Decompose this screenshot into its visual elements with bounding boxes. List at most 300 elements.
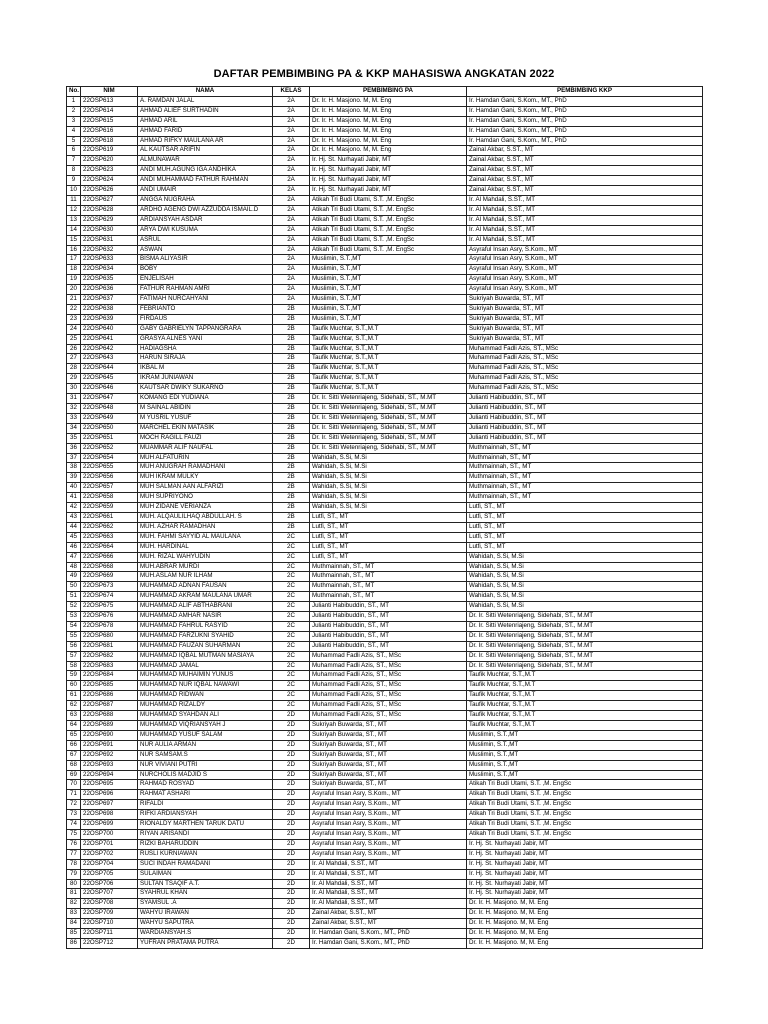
- cell-kelas: 2C: [273, 562, 310, 572]
- cell-kelas: 2C: [273, 671, 310, 681]
- cell-pembimbing-pa: Dr. Ir. H. Masjono. M, M. Eng: [310, 96, 467, 106]
- cell-kelas: 2D: [273, 929, 310, 939]
- cell-kelas: 2B: [273, 463, 310, 473]
- cell-pembimbing-kkp: Dr. Ir. H. Masjono. M, M. Eng: [467, 929, 703, 939]
- table-row: [67, 503, 703, 513]
- cell-pembimbing-kkp: Atikah Tri Budi Utami, S.T. ,M. EngSc: [467, 829, 703, 839]
- cell-nama: MUH IKRAM MULKY: [138, 473, 273, 483]
- table-row: [67, 730, 703, 740]
- cell-pembimbing-kkp: Muslimin, S.T.,MT: [467, 730, 703, 740]
- table-row: [67, 552, 703, 562]
- cell-nama: SULAIMAN: [138, 869, 273, 879]
- cell-nama: MUH. HARDINAL: [138, 542, 273, 552]
- cell-no: 62: [67, 701, 81, 711]
- cell-nim: 22OSP689: [81, 721, 138, 731]
- cell-no: 17: [67, 255, 81, 265]
- cell-pembimbing-pa: Muslimin, S.T.,MT: [310, 295, 467, 305]
- cell-nama: MUH.ABRAR MURDI: [138, 562, 273, 572]
- cell-kelas: 2B: [273, 364, 310, 374]
- table-row: [67, 770, 703, 780]
- cell-kelas: 2A: [273, 195, 310, 205]
- cell-pembimbing-kkp: Ir. Al Mahdali, S.ST., MT: [467, 215, 703, 225]
- cell-nama: WAHYU SAPUTRA: [138, 919, 273, 929]
- cell-no: 49: [67, 572, 81, 582]
- cell-nim: 22OSP697: [81, 800, 138, 810]
- cell-nim: 22OSP692: [81, 750, 138, 760]
- cell-nama: AL KAUTSAR ARIFIN: [138, 146, 273, 156]
- cell-nama: MUHAMMAD FAUZAN SUHARMAN: [138, 641, 273, 651]
- table-row: [67, 186, 703, 196]
- cell-pembimbing-pa: Muthmainnah, ST., MT: [310, 582, 467, 592]
- cell-kelas: 2D: [273, 938, 310, 948]
- table-row: [67, 245, 703, 255]
- table-row: [67, 621, 703, 631]
- cell-no: 22: [67, 304, 81, 314]
- cell-nama: MUAMMAR ALIF NAUFAL: [138, 443, 273, 453]
- cell-pembimbing-pa: Ir. Al Mahdali, S.ST., MT: [310, 869, 467, 879]
- cell-nim: 22OSP647: [81, 394, 138, 404]
- cell-pembimbing-kkp: Ir. Hj. St. Nurhayati Jabir, MT: [467, 839, 703, 849]
- cell-pembimbing-kkp: Lutfi, ST., MT: [467, 522, 703, 532]
- cell-nim: 22OSP645: [81, 374, 138, 384]
- cell-pembimbing-kkp: Atikah Tri Budi Utami, S.T. ,M. EngSc: [467, 800, 703, 810]
- cell-nama: MOCH RAGILL FAUZI: [138, 433, 273, 443]
- cell-nama: MUHAMMAD SYAHDAN ALI: [138, 711, 273, 721]
- cell-kelas: 2A: [273, 295, 310, 305]
- cell-pembimbing-pa: Asyraful Insan Asry, S.Kom., MT: [310, 839, 467, 849]
- cell-nama: ANDI UMAIR: [138, 186, 273, 196]
- cell-pembimbing-kkp: Muslimin, S.T.,MT: [467, 750, 703, 760]
- cell-pembimbing-kkp: Asyraful Insan Asry, S.Kom., MT: [467, 285, 703, 295]
- cell-kelas: 2D: [273, 869, 310, 879]
- table-row: [67, 413, 703, 423]
- table-row: [67, 859, 703, 869]
- cell-kelas: 2C: [273, 572, 310, 582]
- cell-pembimbing-pa: Taufik Muchtar, S.T.,M.T: [310, 364, 467, 374]
- table-row: [67, 572, 703, 582]
- cell-nama: MUHAMMAD VIQRIANSYAH J: [138, 721, 273, 731]
- cell-pembimbing-pa: Dr. Ir. H. Masjono. M, M. Eng: [310, 116, 467, 126]
- cell-pembimbing-kkp: Taufik Muchtar, S.T.,M.T: [467, 711, 703, 721]
- cell-pembimbing-pa: Ir. Hj. St. Nurhayati Jabir, MT: [310, 166, 467, 176]
- table-row: [67, 750, 703, 760]
- table-row: [67, 592, 703, 602]
- cell-pembimbing-pa: Ir. Hj. St. Nurhayati Jabir, MT: [310, 156, 467, 166]
- cell-nim: 22OSP618: [81, 136, 138, 146]
- cell-nama: MUHAMMAD YUSUF SALAM: [138, 730, 273, 740]
- cell-nim: 22OSP706: [81, 879, 138, 889]
- cell-no: 14: [67, 225, 81, 235]
- cell-no: 7: [67, 156, 81, 166]
- cell-nama: MARCHEL EKIN MATASIK: [138, 423, 273, 433]
- cell-no: 80: [67, 879, 81, 889]
- table-row: [67, 384, 703, 394]
- table-row: [67, 275, 703, 285]
- cell-pembimbing-kkp: Muhammad Fadli Azis, ST., MSc: [467, 354, 703, 364]
- cell-nim: 22OSP688: [81, 711, 138, 721]
- cell-nim: 22OSP691: [81, 740, 138, 750]
- cell-pembimbing-kkp: Dr. Ir. Sitti Wetenriajeng, Sidehabi, ST., M.MT: [467, 621, 703, 631]
- cell-kelas: 2D: [273, 790, 310, 800]
- cell-pembimbing-kkp: Dr. Ir. Sitti Wetenriajeng, Sidehabi, ST., M.MT: [467, 661, 703, 671]
- cell-no: 53: [67, 612, 81, 622]
- cell-nim: 22OSP686: [81, 691, 138, 701]
- cell-nama: IKRAM JUNIAWAN: [138, 374, 273, 384]
- cell-kelas: 2D: [273, 849, 310, 859]
- cell-pembimbing-pa: Taufik Muchtar, S.T.,M.T: [310, 354, 467, 364]
- cell-pembimbing-kkp: Dr. Ir. Sitti Wetenriajeng, Sidehabi, ST., M.MT: [467, 631, 703, 641]
- cell-pembimbing-pa: Asyraful Insan Asry, S.Kom., MT: [310, 790, 467, 800]
- table-row: [67, 463, 703, 473]
- cell-kelas: 2B: [273, 334, 310, 344]
- cell-pembimbing-kkp: Dr. Ir. H. Masjono. M, M. Eng: [467, 919, 703, 929]
- table-row: [67, 483, 703, 493]
- table-row: [67, 532, 703, 542]
- cell-nim: 22OSP620: [81, 156, 138, 166]
- cell-kelas: 2A: [273, 225, 310, 235]
- cell-kelas: 2C: [273, 701, 310, 711]
- cell-nama: MUHAMMAD AMHAR NASIR: [138, 612, 273, 622]
- table-row: [67, 562, 703, 572]
- column-header-kelas: KELAS: [273, 87, 310, 97]
- cell-pembimbing-kkp: Wahidah, S.Si, M.Si: [467, 582, 703, 592]
- cell-pembimbing-pa: Atikah Tri Budi Utami, S.T. ,M. EngSc: [310, 225, 467, 235]
- cell-kelas: 2D: [273, 730, 310, 740]
- cell-pembimbing-pa: Dr. Ir. Sitti Wetenriajeng, Sidehabi, ST., M.MT: [310, 443, 467, 453]
- cell-no: 16: [67, 245, 81, 255]
- cell-nim: 22OSP678: [81, 621, 138, 631]
- cell-no: 76: [67, 839, 81, 849]
- cell-pembimbing-pa: Sukriyah Buwarda, ST., MT: [310, 780, 467, 790]
- cell-kelas: 2A: [273, 116, 310, 126]
- cell-nim: 22OSP682: [81, 651, 138, 661]
- cell-nama: GRASYA ALNES YANI: [138, 334, 273, 344]
- cell-kelas: 2D: [273, 711, 310, 721]
- cell-no: 27: [67, 354, 81, 364]
- cell-no: 37: [67, 453, 81, 463]
- cell-pembimbing-kkp: Zainal Akbar, S.ST., MT: [467, 186, 703, 196]
- cell-pembimbing-pa: Dr. Ir. Sitti Wetenriajeng, Sidehabi, ST., M.MT: [310, 404, 467, 414]
- cell-pembimbing-kkp: Ir. Hamdan Gani, S.Kom., MT., PhD: [467, 106, 703, 116]
- table-row: [67, 235, 703, 245]
- table-row: [67, 800, 703, 810]
- table-row: [67, 136, 703, 146]
- cell-nim: 22OSP702: [81, 849, 138, 859]
- cell-pembimbing-pa: Ir. Al Mahdali, S.ST., MT: [310, 879, 467, 889]
- cell-no: 54: [67, 621, 81, 631]
- cell-kelas: 2A: [273, 126, 310, 136]
- supervisor-table: [66, 86, 703, 949]
- cell-nama: M YUSRIL YUSUF: [138, 413, 273, 423]
- cell-no: 56: [67, 641, 81, 651]
- cell-no: 81: [67, 889, 81, 899]
- table-row: [67, 829, 703, 839]
- table-row: [67, 205, 703, 215]
- cell-pembimbing-kkp: Ir. Hamdan Gani, S.Kom., MT., PhD: [467, 116, 703, 126]
- cell-pembimbing-kkp: Muthmainnah, ST., MT: [467, 443, 703, 453]
- cell-nama: FATHUR RAHMAN AMRI: [138, 285, 273, 295]
- table-row: [67, 334, 703, 344]
- cell-nim: 22OSP659: [81, 503, 138, 513]
- cell-nama: MUHAMMAD JAMAL: [138, 661, 273, 671]
- table-row: [67, 285, 703, 295]
- cell-pembimbing-kkp: Muthmainnah, ST., MT: [467, 483, 703, 493]
- cell-kelas: 2B: [273, 423, 310, 433]
- cell-nama: IKBAL M: [138, 364, 273, 374]
- cell-kelas: 2C: [273, 641, 310, 651]
- cell-nama: BISMA ALIYASIR: [138, 255, 273, 265]
- cell-kelas: 2C: [273, 602, 310, 612]
- cell-nim: 22OSP657: [81, 483, 138, 493]
- column-header-no: No.: [67, 87, 81, 97]
- cell-no: 55: [67, 631, 81, 641]
- cell-pembimbing-pa: Muslimin, S.T.,MT: [310, 255, 467, 265]
- cell-pembimbing-kkp: Ir. Hj. St. Nurhayati Jabir, MT: [467, 889, 703, 899]
- cell-pembimbing-kkp: Asyraful Insan Asry, S.Kom., MT: [467, 255, 703, 265]
- cell-no: 1: [67, 96, 81, 106]
- cell-pembimbing-kkp: Atikah Tri Budi Utami, S.T. ,M. EngSc: [467, 790, 703, 800]
- cell-nama: RAHMAD ROSYAD: [138, 780, 273, 790]
- cell-nama: AHMAD FARID: [138, 126, 273, 136]
- cell-kelas: 2D: [273, 721, 310, 731]
- cell-nama: SYAHRUL KHAN: [138, 889, 273, 899]
- cell-pembimbing-pa: Wahidah, S.Si, M.Si: [310, 503, 467, 513]
- cell-kelas: 2B: [273, 453, 310, 463]
- cell-kelas: 2B: [273, 394, 310, 404]
- cell-nim: 22OSP640: [81, 324, 138, 334]
- cell-nama: FATIMAH NURCAHYANI: [138, 295, 273, 305]
- cell-pembimbing-pa: Muslimin, S.T.,MT: [310, 304, 467, 314]
- cell-no: 19: [67, 275, 81, 285]
- cell-kelas: 2D: [273, 899, 310, 909]
- cell-nama: MUHAMMAD AKRAM MAULANA UMAR: [138, 592, 273, 602]
- cell-nim: 22OSP615: [81, 116, 138, 126]
- cell-pembimbing-pa: Muhammad Fadli Azis, ST., MSc: [310, 711, 467, 721]
- cell-nim: 22OSP649: [81, 413, 138, 423]
- cell-kelas: 2D: [273, 889, 310, 899]
- cell-pembimbing-kkp: Julianti Habibuddin, ST., MT: [467, 413, 703, 423]
- cell-nim: 22OSP614: [81, 106, 138, 116]
- cell-nama: ANDI MUHAMMAD FATHUR RAHMAN: [138, 176, 273, 186]
- cell-pembimbing-pa: Sukriyah Buwarda, ST., MT: [310, 730, 467, 740]
- cell-nama: ARYA DWI KUSUMA: [138, 225, 273, 235]
- cell-pembimbing-kkp: Ir. Hj. St. Nurhayati Jabir, MT: [467, 879, 703, 889]
- cell-pembimbing-kkp: Dr. Ir. Sitti Wetenriajeng, Sidehabi, ST., M.MT: [467, 641, 703, 651]
- cell-nim: 22OSP704: [81, 859, 138, 869]
- cell-pembimbing-pa: Julianti Habibuddin, ST., MT: [310, 641, 467, 651]
- cell-pembimbing-kkp: Ir. Hj. St. Nurhayati Jabir, MT: [467, 869, 703, 879]
- cell-nama: AHMAD ARIL: [138, 116, 273, 126]
- cell-pembimbing-kkp: Wahidah, S.Si, M.Si: [467, 562, 703, 572]
- cell-pembimbing-pa: Muhammad Fadli Azis, ST., MSc: [310, 701, 467, 711]
- cell-pembimbing-pa: Lutfi, ST., MT: [310, 522, 467, 532]
- page-title: DAFTAR PEMBIMBING PA & KKP MAHASISWA ANGKATAN 2022: [213, 68, 555, 80]
- cell-pembimbing-kkp: Sukriyah Buwarda, ST., MT: [467, 314, 703, 324]
- table-row: [67, 919, 703, 929]
- cell-pembimbing-pa: Atikah Tri Budi Utami, S.T. ,M. EngSc: [310, 245, 467, 255]
- cell-kelas: 2B: [273, 384, 310, 394]
- cell-no: 11: [67, 195, 81, 205]
- cell-nim: 22OSP661: [81, 512, 138, 522]
- cell-pembimbing-pa: Ir. Hamdan Gani, S.Kom., MT., PhD: [310, 938, 467, 948]
- table-row: [67, 354, 703, 364]
- cell-nim: 22OSP623: [81, 166, 138, 176]
- table-row: [67, 602, 703, 612]
- table-row: [67, 631, 703, 641]
- cell-nim: 22OSP633: [81, 255, 138, 265]
- cell-nama: AHMAD RIFKY MAULANA AR: [138, 136, 273, 146]
- cell-nama: MUH ALFATURIN: [138, 453, 273, 463]
- cell-nim: 22OSP635: [81, 275, 138, 285]
- table-row: [67, 453, 703, 463]
- table-row: [67, 651, 703, 661]
- cell-kelas: 2C: [273, 691, 310, 701]
- cell-nim: 22OSP666: [81, 552, 138, 562]
- cell-nama: MUHAMMAD ADNAN FAUSAN: [138, 582, 273, 592]
- cell-no: 70: [67, 780, 81, 790]
- cell-nim: 22OSP656: [81, 473, 138, 483]
- cell-kelas: 2C: [273, 532, 310, 542]
- cell-pembimbing-kkp: Atikah Tri Budi Utami, S.T. ,M. EngSc: [467, 810, 703, 820]
- cell-pembimbing-pa: Lutfi, ST., MT: [310, 552, 467, 562]
- cell-pembimbing-kkp: Asyraful Insan Asry, S.Kom., MT: [467, 275, 703, 285]
- cell-kelas: 2C: [273, 582, 310, 592]
- table-row: [67, 195, 703, 205]
- cell-pembimbing-pa: Ir. Al Mahdali, S.ST., MT: [310, 859, 467, 869]
- cell-pembimbing-pa: Muslimin, S.T.,MT: [310, 314, 467, 324]
- cell-nim: 22OSP663: [81, 532, 138, 542]
- cell-pembimbing-pa: Ir. Al Mahdali, S.ST., MT: [310, 899, 467, 909]
- cell-pembimbing-pa: Muhammad Fadli Azis, ST., MSc: [310, 661, 467, 671]
- cell-nama: ARDHO AGENG DWI AZZUDDA ISMAIL.D: [138, 205, 273, 215]
- cell-nim: 22OSP638: [81, 304, 138, 314]
- cell-kelas: 2B: [273, 503, 310, 513]
- cell-pembimbing-pa: Asyraful Insan Asry, S.Kom., MT: [310, 820, 467, 830]
- cell-nim: 22OSP634: [81, 265, 138, 275]
- cell-kelas: 2D: [273, 750, 310, 760]
- cell-no: 3: [67, 116, 81, 126]
- cell-nim: 22OSP676: [81, 612, 138, 622]
- cell-no: 23: [67, 314, 81, 324]
- cell-nama: MUHAMMAD FARZUKNI SYAHID: [138, 631, 273, 641]
- cell-no: 40: [67, 483, 81, 493]
- table-row: [67, 889, 703, 899]
- cell-kelas: 2D: [273, 859, 310, 869]
- table-row: [67, 255, 703, 265]
- table-row: [67, 938, 703, 948]
- cell-nama: RAHMAT ASHARI: [138, 790, 273, 800]
- cell-pembimbing-kkp: Ir. Al Mahdali, S.ST., MT: [467, 225, 703, 235]
- cell-no: 79: [67, 869, 81, 879]
- cell-no: 84: [67, 919, 81, 929]
- cell-pembimbing-kkp: Zainal Akbar, S.ST., MT: [467, 176, 703, 186]
- cell-no: 86: [67, 938, 81, 948]
- cell-pembimbing-pa: Dr. Ir. Sitti Wetenriajeng, Sidehabi, ST., M.MT: [310, 413, 467, 423]
- table-row: [67, 542, 703, 552]
- column-header-nim: NIM: [81, 87, 138, 97]
- cell-nim: 22OSP631: [81, 235, 138, 245]
- table-row: [67, 126, 703, 136]
- cell-pembimbing-kkp: Ir. Hj. St. Nurhayati Jabir, MT: [467, 849, 703, 859]
- cell-pembimbing-kkp: Asyraful Insan Asry, S.Kom., MT: [467, 265, 703, 275]
- table-row: [67, 404, 703, 414]
- cell-pembimbing-pa: Sukriyah Buwarda, ST., MT: [310, 770, 467, 780]
- table-row: [67, 433, 703, 443]
- cell-no: 77: [67, 849, 81, 859]
- cell-kelas: 2A: [273, 156, 310, 166]
- cell-kelas: 2C: [273, 592, 310, 602]
- cell-no: 43: [67, 512, 81, 522]
- cell-kelas: 2C: [273, 681, 310, 691]
- cell-nama: SUCI INDAH RAMADANI: [138, 859, 273, 869]
- cell-kelas: 2A: [273, 205, 310, 215]
- cell-pembimbing-kkp: Ir. Al Mahdali, S.ST., MT: [467, 195, 703, 205]
- cell-kelas: 2B: [273, 304, 310, 314]
- cell-no: 44: [67, 522, 81, 532]
- cell-pembimbing-kkp: Dr. Ir. H. Masjono. M, M. Eng: [467, 899, 703, 909]
- table-row: [67, 324, 703, 334]
- cell-kelas: 2A: [273, 255, 310, 265]
- cell-pembimbing-pa: Sukriyah Buwarda, ST., MT: [310, 721, 467, 731]
- cell-nim: 22OSP673: [81, 582, 138, 592]
- cell-pembimbing-kkp: Muslimin, S.T.,MT: [467, 760, 703, 770]
- cell-nim: 22OSP624: [81, 176, 138, 186]
- cell-no: 13: [67, 215, 81, 225]
- cell-kelas: 2A: [273, 136, 310, 146]
- cell-kelas: 2B: [273, 344, 310, 354]
- cell-kelas: 2B: [273, 522, 310, 532]
- cell-pembimbing-pa: Ir. Hj. St. Nurhayati Jabir, MT: [310, 176, 467, 186]
- cell-no: 69: [67, 770, 81, 780]
- table-row: [67, 522, 703, 532]
- cell-nim: 22OSP629: [81, 215, 138, 225]
- cell-nama: BOBY: [138, 265, 273, 275]
- cell-pembimbing-pa: Muthmainnah, ST., MT: [310, 572, 467, 582]
- cell-no: 78: [67, 859, 81, 869]
- cell-nama: RIONALDY MARTHEN TARUK DATU: [138, 820, 273, 830]
- cell-nama: ARDIANSYAH ASDAR: [138, 215, 273, 225]
- table-row: [67, 473, 703, 483]
- cell-nama: MUH.ASLAM NUR ILHAM: [138, 572, 273, 582]
- cell-pembimbing-pa: Sukriyah Buwarda, ST., MT: [310, 760, 467, 770]
- cell-kelas: 2C: [273, 631, 310, 641]
- cell-nama: M SAINAL ABIDIN: [138, 404, 273, 414]
- cell-nim: 22OSP696: [81, 790, 138, 800]
- cell-pembimbing-pa: Dr. Ir. H. Masjono. M, M. Eng: [310, 126, 467, 136]
- table-row: [67, 364, 703, 374]
- cell-pembimbing-kkp: Dr. Ir. Sitti Wetenriajeng, Sidehabi, ST., M.MT: [467, 651, 703, 661]
- cell-no: 61: [67, 691, 81, 701]
- cell-no: 39: [67, 473, 81, 483]
- cell-no: 42: [67, 503, 81, 513]
- cell-nim: 22OSP701: [81, 839, 138, 849]
- cell-pembimbing-pa: Lutfi, ST., MT: [310, 512, 467, 522]
- cell-nama: ASWAN: [138, 245, 273, 255]
- cell-nim: 22OSP709: [81, 909, 138, 919]
- cell-no: 41: [67, 493, 81, 503]
- cell-kelas: 2A: [273, 176, 310, 186]
- cell-no: 5: [67, 136, 81, 146]
- cell-nama: AHMAD ALIEF SURTHADIN: [138, 106, 273, 116]
- cell-pembimbing-kkp: Asyraful Insan Asry, S.Kom., MT: [467, 245, 703, 255]
- cell-no: 58: [67, 661, 81, 671]
- cell-nim: 22OSP680: [81, 631, 138, 641]
- cell-nama: HADIAGSHA: [138, 344, 273, 354]
- cell-nama: MUH. AZHAR RAMADHAN: [138, 522, 273, 532]
- cell-pembimbing-kkp: Sukriyah Buwarda, ST., MT: [467, 304, 703, 314]
- cell-nim: 22OSP630: [81, 225, 138, 235]
- cell-pembimbing-pa: Wahidah, S.Si, M.Si: [310, 463, 467, 473]
